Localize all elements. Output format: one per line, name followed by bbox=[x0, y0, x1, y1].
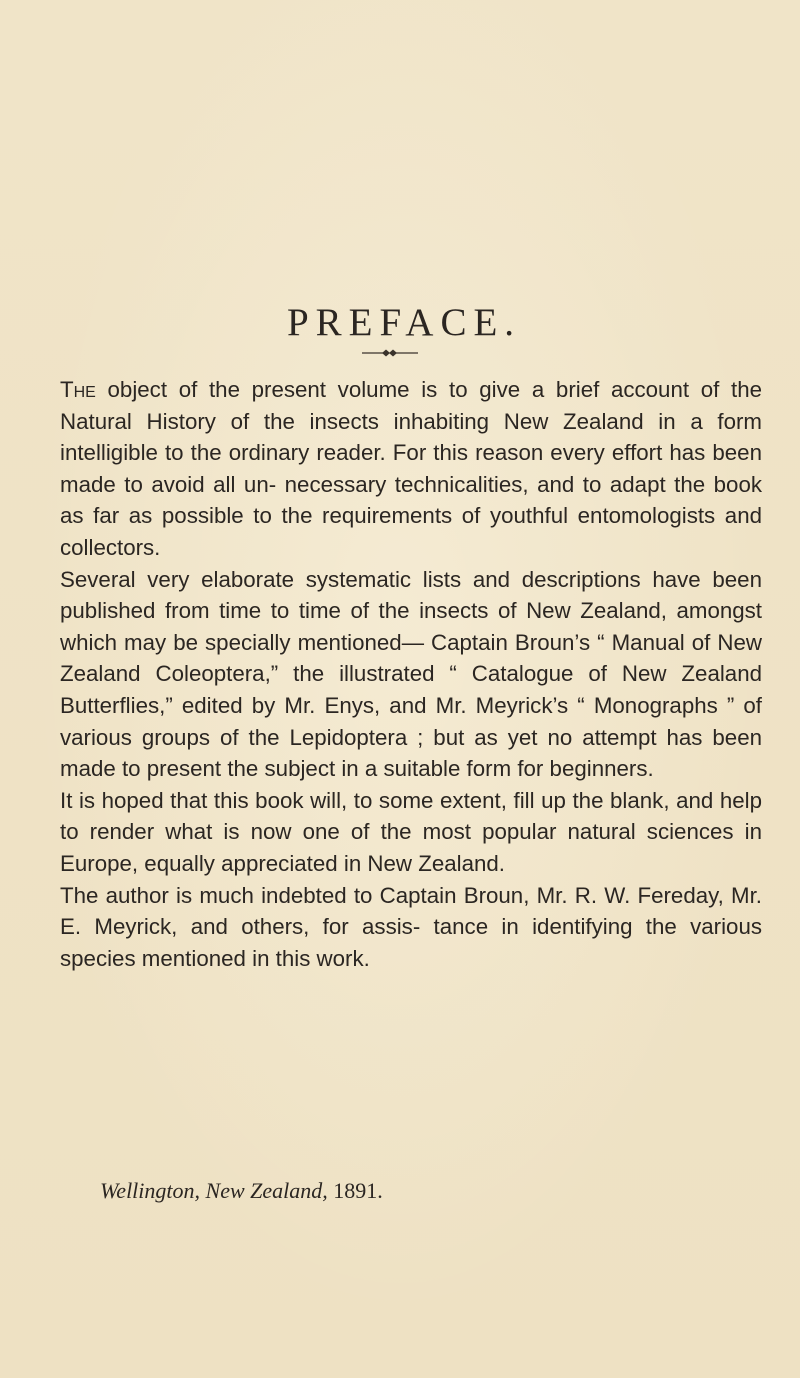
paragraph-4 bbox=[60, 880, 762, 975]
paragraph-2 bbox=[60, 564, 762, 785]
paragraph-text: The author is much indebted to Captain Broun, Mr. R. W. Fereday, Mr. E. Meyrick, and others, for assis- tance in identifying the various species mentioned in this work. bbox=[60, 882, 762, 971]
preface-body bbox=[60, 374, 762, 974]
page-title: PREFACE. bbox=[286, 301, 522, 344]
signature-line bbox=[100, 1178, 383, 1204]
signature-year: 1891. bbox=[333, 1178, 383, 1203]
paragraph-text: It is hoped that this book will, to some extent, fill up the blank, and help to render what is now one of the most popular natural sciences in Europe, equally appreciated in New Zealand. bbox=[60, 787, 762, 876]
paragraph-text: Several very elaborate systematic lists and descriptions have been published from time to time of the insects of New Zealand, amongst which may be specially mentioned— Captain Broun’s “ Manual of New Zealand Coleoptera,” the illustrated “ Catalogue of New Zealand Butterflies,” edited by Mr. Enys, and Mr. Meyrick’s “ Monographs ” of various groups of the Lepidoptera ; but as yet no attempt has been made to present the subject in a suitable form for beginners. bbox=[60, 566, 762, 782]
signature-place: Wellington, bbox=[100, 1178, 201, 1203]
double-diamond-rule-icon bbox=[362, 347, 418, 359]
paragraph-1 bbox=[60, 374, 762, 564]
signature-country: New Zealand, bbox=[205, 1178, 328, 1203]
paragraph-text: object of the present volume is to give a brief account of the Natural History of the insects inhabiting New Zealand in a form intelligible to the ordinary reader. For this reason every effort has been made to avoid all un- necessary technicalities, and to adapt the book as far as possible to the requirements of youthful entomologists and collectors. bbox=[60, 377, 762, 560]
paragraph-lead-word: The bbox=[60, 377, 96, 402]
paragraph-3 bbox=[60, 785, 762, 880]
